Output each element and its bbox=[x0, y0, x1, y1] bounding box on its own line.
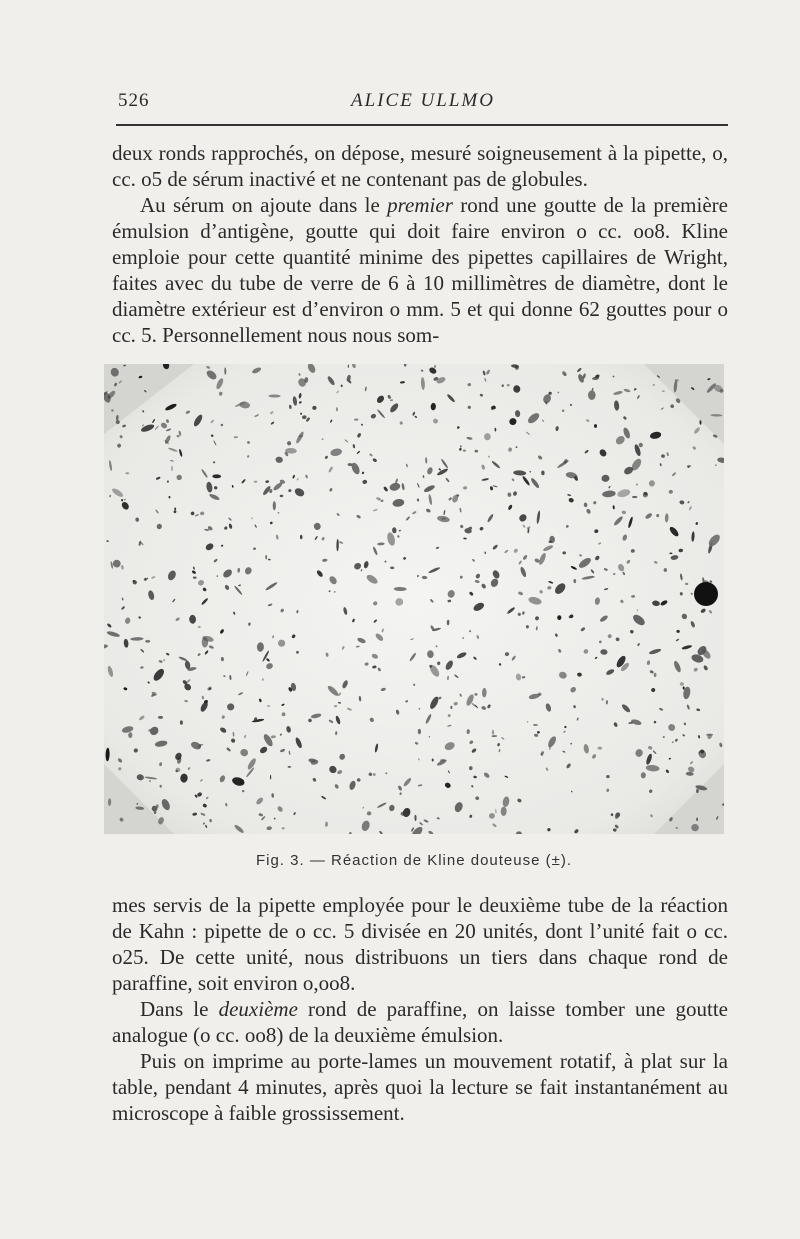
paragraph-2-rest: rond une goutte de la première émulsion d’antigène, goutte qui doit faire environ o cc. oo8. Kline emploie pour cette quantité minime des pipettes capillaires de Wright, faites avec du tube de verre de 6 à 10 millimètres de diamètre, dont le diamètre extérieur est d’environ o mm. 5 et qui donne 62 gouttes pour o cc. 5. Personnellement nous nous som- bbox=[112, 193, 728, 347]
paragraph-4-rest: rond de paraffine, on laisse tomber une goutte analogue (o cc. oo8) de la deuxième émulsion. bbox=[112, 997, 728, 1047]
microscope-figure bbox=[104, 364, 724, 834]
paragraph-2-start: Au sérum on ajoute dans le bbox=[140, 193, 388, 217]
emphasis-deuxieme: deuxième bbox=[218, 997, 298, 1021]
page-header bbox=[118, 88, 728, 116]
paragraph-5: Puis on imprime au porte-lames un mouvement rotatif, à plat sur la table, pendant 4 minutes, après quoi la lecture se fait instantanément au microscope à faible grossissement. bbox=[112, 1049, 728, 1125]
paragraph-3: mes servis de la pipette employée pour le deuxième tube de la réaction de Kahn : pipette de o cc. 5 divisée en 20 unités, dont l’unité fait o cc. o25. De cette unité, nous distribuons un tiers dans chaque rond de paraffine, soit environ o,oo8. bbox=[112, 893, 728, 995]
text-block-top bbox=[112, 140, 728, 348]
emphasis-premier: premier bbox=[387, 193, 453, 217]
paragraph-4-start: Dans le bbox=[140, 997, 219, 1021]
text-block-bottom bbox=[112, 892, 728, 1126]
microscope-image bbox=[104, 364, 724, 834]
page-number: 526 bbox=[118, 90, 150, 111]
paragraph-1: deux ronds rapprochés, on dépose, mesuré soigneusement à la pipette, o, cc. o5 de sérum inactivé et ne contenant pas de globules. bbox=[112, 141, 728, 191]
running-title: ALICE ULLMO bbox=[351, 90, 495, 111]
figure-caption: Fig. 3. — Réaction de Kline douteuse (±). bbox=[255, 852, 573, 869]
header-rule bbox=[116, 124, 728, 126]
